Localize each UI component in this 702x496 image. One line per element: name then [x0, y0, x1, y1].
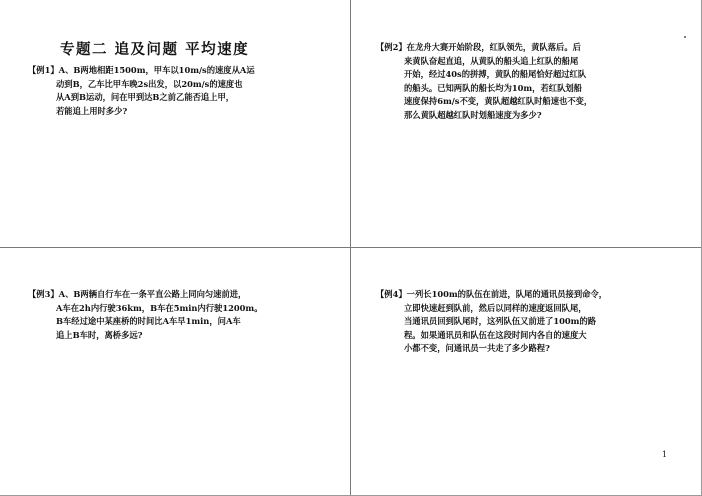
problem-4-line-3: 当通讯员回到队尾时，这列队伍又前进了100m的路 — [404, 316, 597, 327]
problem-3-tag: 【例3】 — [28, 289, 59, 299]
problem-4 — [376, 288, 607, 356]
problem-1-line-2: 动到B，乙车比甲车晚2s出发，以20m/s的速度也 — [56, 78, 243, 89]
problem-1-line-4: 若能追上用时多少? — [56, 105, 128, 116]
problem-2 — [376, 41, 592, 123]
page-title: 专题二 追及问题 平均速度 — [60, 41, 250, 58]
problem-1-text-1: A、B两地相距1500m，甲车以10m/s的速度从A运 — [58, 65, 255, 75]
vertical-divider — [350, 0, 351, 496]
problem-1 — [28, 64, 255, 118]
problem-4-line-2: 立即快速赶到队前，然后以同样的速度返回队尾， — [404, 302, 587, 313]
problem-3 — [28, 288, 263, 342]
horizontal-divider — [0, 247, 702, 248]
problem-3-line-3: B车经过途中某座桥的时间比A车早1min，问A车 — [56, 316, 241, 327]
problem-4-line-4: 程。如果通讯员和队伍在这段时间内各自的速度大 — [404, 329, 587, 340]
problem-2-line-5: 速度保持6m/s不变，黄队超越红队时船速也不变， — [404, 96, 593, 107]
problem-2-line-4: 的船头。已知两队的船长均为10m，若红队划船 — [404, 82, 582, 93]
problem-2-tag: 【例2】 — [376, 42, 407, 52]
problem-4-tag: 【例4】 — [376, 289, 407, 299]
page-number: 1 — [662, 450, 668, 459]
problem-3-text-1: A、B两辆自行车在一条平直公路上同向匀速前进， — [58, 289, 247, 299]
problem-4-line-5: 小都不变，问通讯员一共走了多少路程? — [404, 343, 550, 354]
problem-2-line-3: 开始，经过40s的拼搏，黄队的船尾恰好超过红队 — [404, 69, 587, 80]
problem-1-line-3: 从A到B运动，问在甲到达B之前乙能否追上甲， — [56, 92, 235, 103]
problem-1-line-1 — [28, 64, 255, 78]
problem-2-text-1: 在龙舟大赛开始阶段，红队领先，黄队落后。后 — [406, 42, 581, 52]
problem-3-line-1 — [28, 288, 263, 302]
problem-3-line-4: 追上B车时，离桥多远? — [56, 329, 143, 340]
problem-2-line-1 — [376, 41, 592, 55]
problem-2-line-6: 那么黄队超越红队时划船速度为多少? — [404, 109, 542, 120]
problem-4-line-1 — [376, 288, 607, 302]
small-dot-mark — [684, 36, 686, 38]
problem-3-line-2: A车在2h内行驶36km，B车在5min内行驶1200m。 — [56, 302, 263, 313]
problem-1-tag: 【例1】 — [28, 65, 59, 75]
problem-2-line-2: 来黄队奋起直追，从黄队的船头追上红队的船尾 — [404, 55, 579, 66]
problem-4-text-1: 一列长100m的队伍在前进，队尾的通讯员接到命令， — [406, 289, 608, 299]
